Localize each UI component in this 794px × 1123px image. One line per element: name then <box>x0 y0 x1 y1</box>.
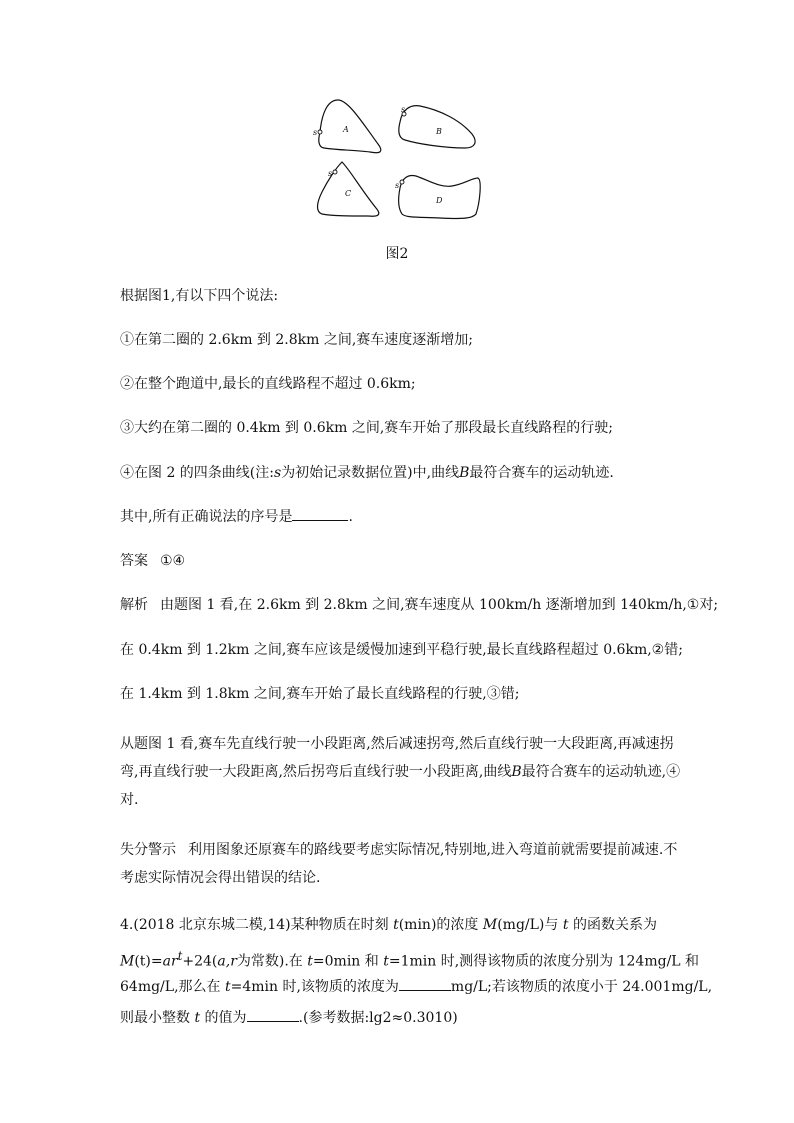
start-label-d: s <box>395 181 400 190</box>
warning-paragraph: 失分警示 利用图象还原赛车的路线要考虑实际情况,特别地,进入弯道前就需要提前减速.不考虑实际情况会得出错误的结论. <box>120 842 678 886</box>
min-integer-blank <box>247 1007 299 1022</box>
curve-label-b: B <box>436 127 442 136</box>
answer-line <box>120 547 690 575</box>
curve-label-d: D <box>436 196 443 205</box>
start-marker-c <box>333 170 337 174</box>
curve-label-a: A <box>343 125 349 134</box>
answer-value: ①④ <box>160 553 186 569</box>
figure-caption: 图2 <box>385 246 409 262</box>
answer-blank <box>292 506 348 521</box>
question-intro: 根据图1,有以下四个说法: <box>120 288 279 304</box>
statement-4: ④在图 2 的四条曲线(注:s为初始记录数据位置)中,曲线B最符合赛车的运动轨迹. <box>120 465 614 481</box>
statement-1: ①在第二圈的 2.6km 到 2.8km 之间,赛车速度逐渐增加; <box>120 332 474 348</box>
concentration-blank <box>399 976 451 991</box>
problem-4-line-4: 则最小整数 t 的值为 .(参考数据:lg2≈0.3010) <box>120 1004 690 1032</box>
curve-label-c: C <box>345 189 352 198</box>
question-prompt: 其中,所有正确说法的序号是 . <box>120 503 690 531</box>
analysis-label: 解析 <box>120 597 148 613</box>
problem-4-line-2: $M(t)=ar^t+24(a,r$为常数).在 t=0min 和 t=1min 时,测得该物质的浓度分别为 124mg/L 和 <box>120 949 700 970</box>
problem-4-line-3: 64mg/L,那么在 t=4min 时,该物质的浓度为 mg/L;若该物质的浓度小于 24.001mg/L, <box>120 973 690 1001</box>
analysis-line-4: 从题图 1 看,赛车先直线行驶一小段距离,然后减速拐弯,然后直线行驶一大段距离,再减速拐弯,再直线行驶一大段距离,然后拐弯后直线行驶一小段距离,曲线B最符合赛车的运动轨迹,④对. <box>120 736 681 808</box>
start-label-c: s <box>328 169 333 178</box>
analysis-line-2: 在 0.4km 到 1.2km 之间,赛车应该是缓慢加速到平稳行驶,最长直线路程超过 0.6km,②错; <box>120 642 683 658</box>
warning-label: 失分警示 <box>120 842 176 858</box>
start-marker-d <box>400 180 404 184</box>
answer-label: 答案 <box>120 553 148 569</box>
problem-4-line-1: 4.(2018 北京东城二模,14)某种物质在时刻 t(min)的浓度 M(mg/L)与 t 的函数关系为 <box>120 917 657 933</box>
statement-3: ③大约在第二圈的 0.4km 到 0.6km 之间,赛车开始了那段最长直线路程的行驶; <box>120 420 614 436</box>
curve-a <box>319 100 381 153</box>
analysis-line-3: 在 1.4km 到 1.8km 之间,赛车开始了最长直线路程的行驶,③错; <box>120 686 520 702</box>
statement-2: ②在整个跑道中,最长的直线路程不超过 0.6km; <box>120 376 416 392</box>
start-marker-a <box>318 130 322 134</box>
start-label-a: s <box>313 128 318 137</box>
figure-2-curves <box>300 92 500 227</box>
start-label-b: s <box>401 105 406 114</box>
analysis-line-1: 解析 由题图 1 看,在 2.6km 到 2.8km 之间,赛车速度从 100km/h 逐渐增加到 140km/h,①对; <box>120 597 719 613</box>
